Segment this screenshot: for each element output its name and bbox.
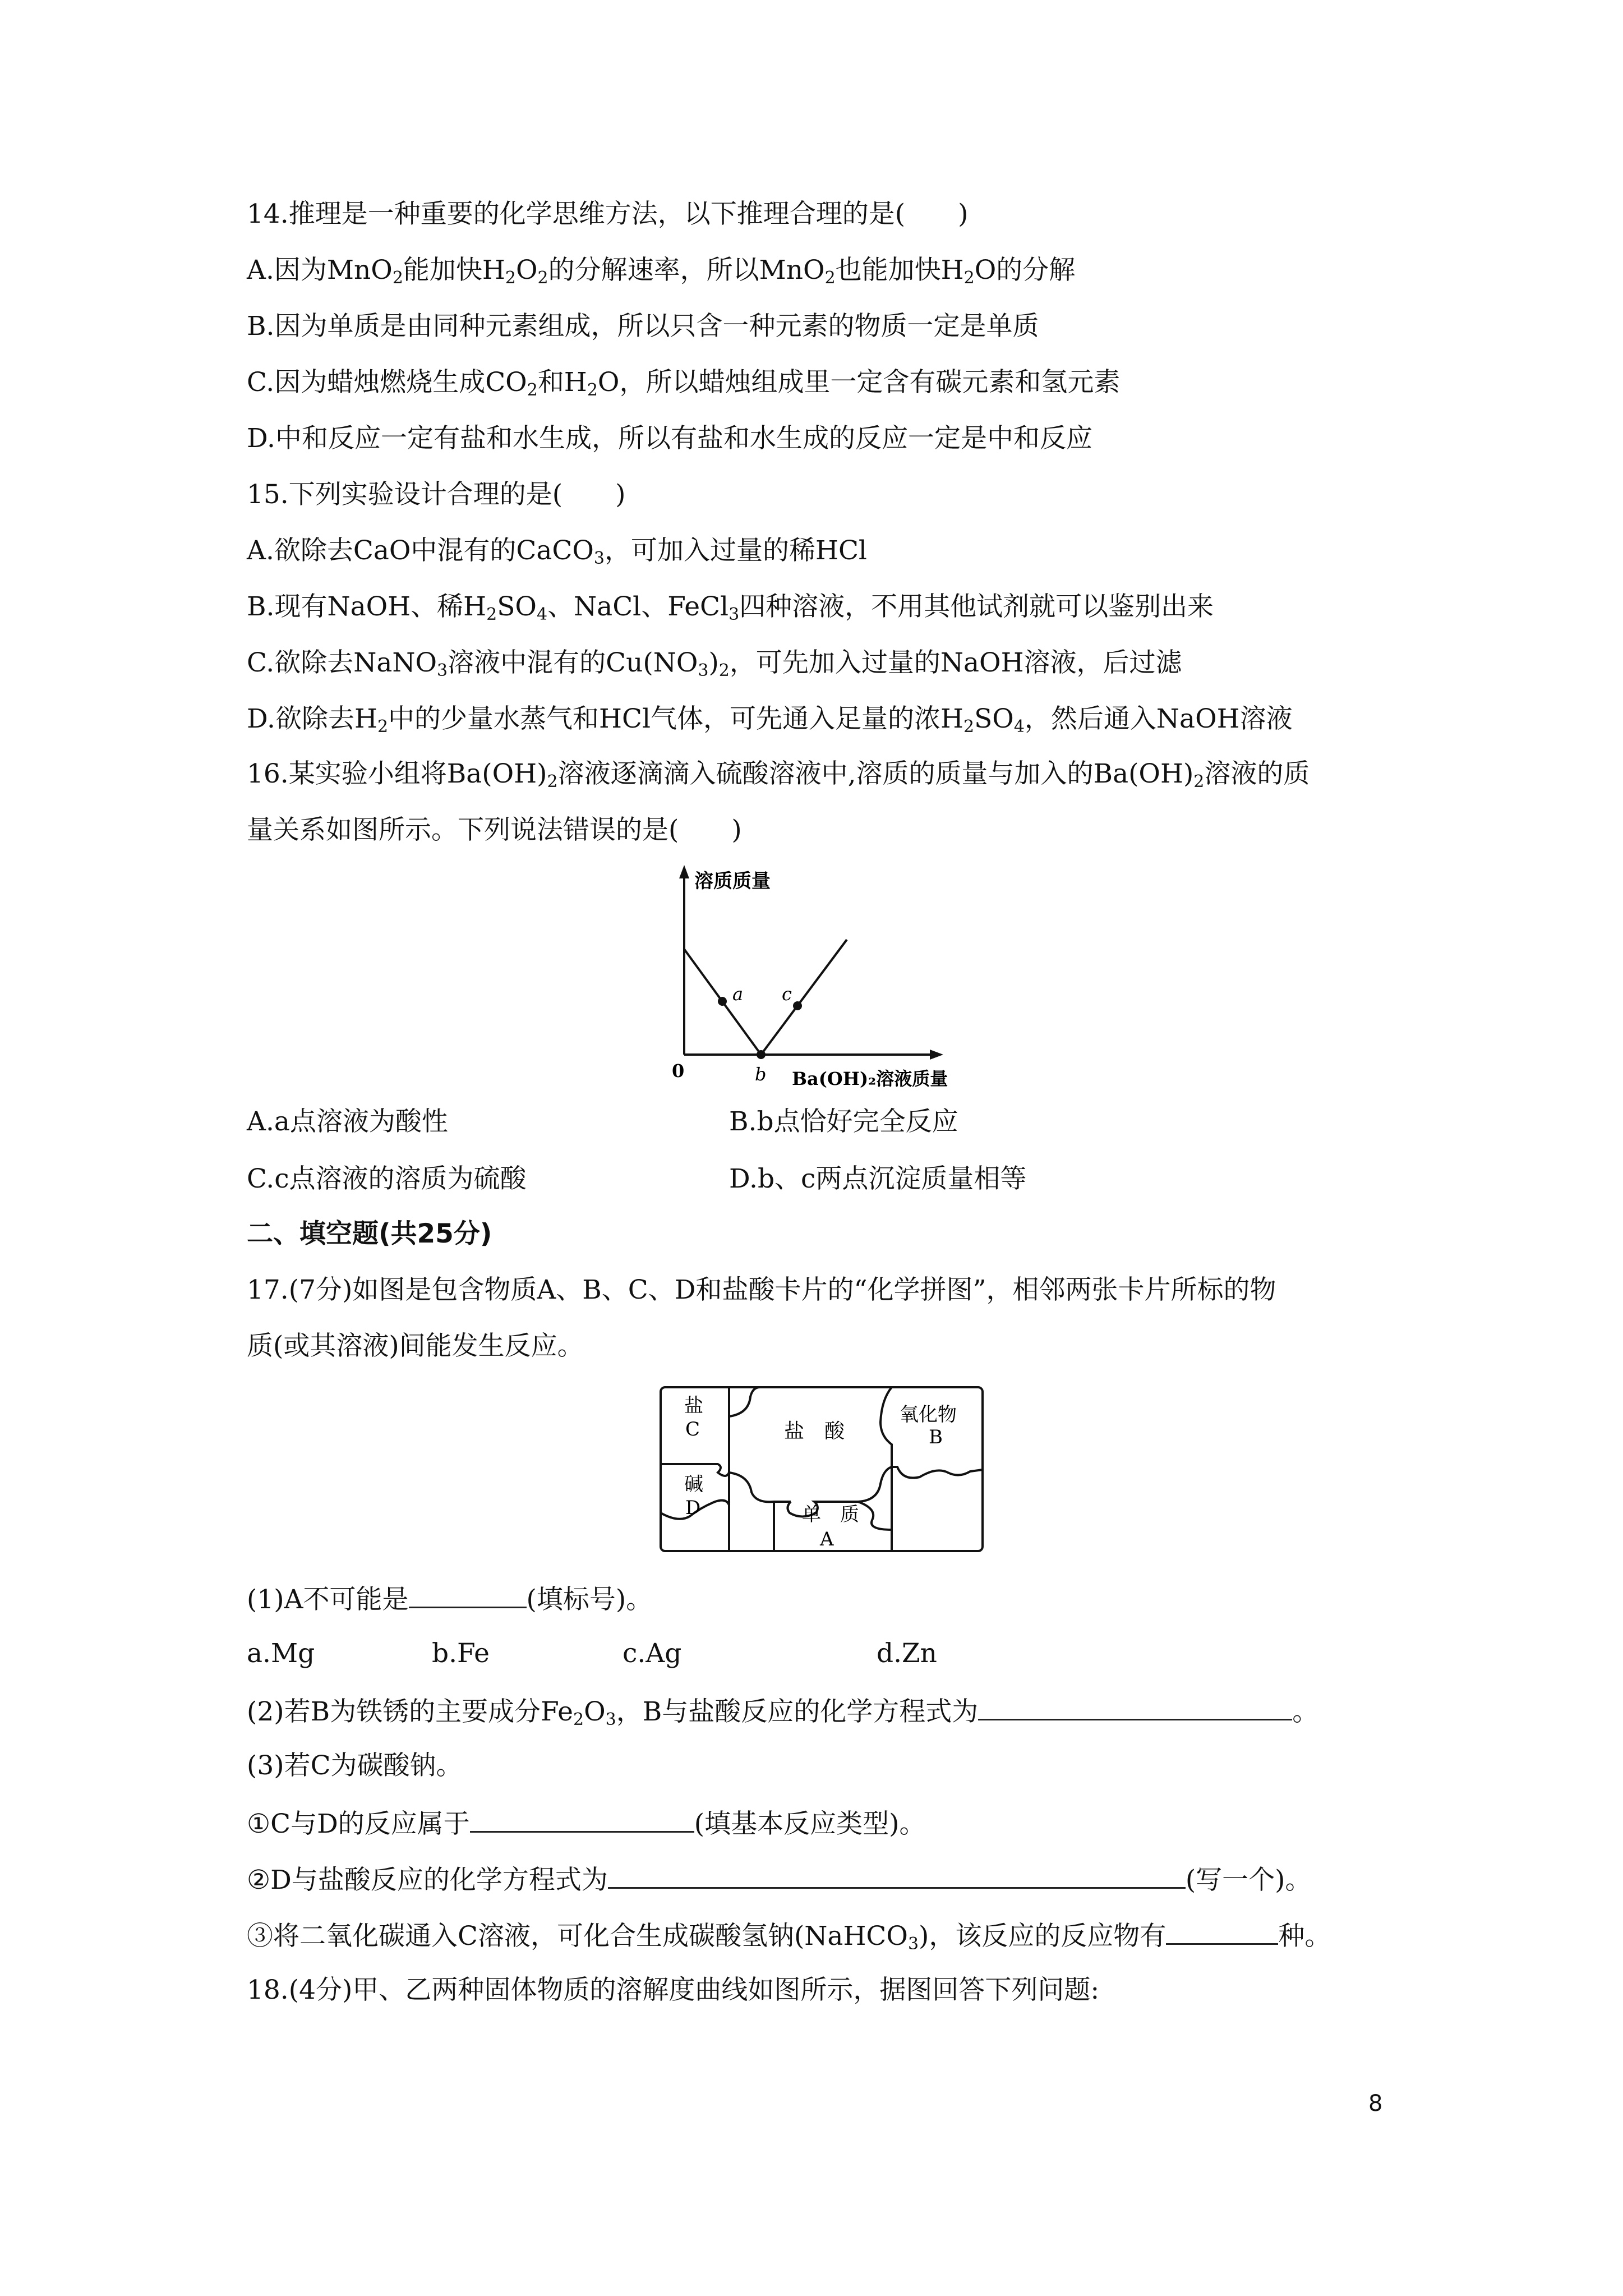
origin-label: 0 <box>672 1060 685 1082</box>
q18-stem: 18.(4分)甲、乙两种固体物质的溶解度曲线如图所示，据图回答下列问题: <box>247 1975 1100 2005</box>
q17-part3-1: ①C与D的反应属于 (填基本反应类型)。 <box>247 1805 925 1841</box>
q14-stem: 14.推理是一种重要的化学思维方法，以下推理合理的是( ) <box>247 199 969 229</box>
q15-option-d: D.欲除去$H_2$中的少量水蒸气和HCl气体，可先通入足量的浓$H_2SO_4$，然后通入NaOH溶液 <box>247 703 1293 737</box>
y-axis-arrow <box>679 865 689 878</box>
q15-option-b: B.现有NaOH、稀$H_2SO_4$、NaCl、FeCl$_3$四种溶液，不用其他试剂就可以鉴别出来 <box>247 591 1214 624</box>
element-label: 单 质 <box>802 1503 859 1526</box>
q17-option-a: a.Mg <box>247 1638 315 1669</box>
x-axis-arrow <box>930 1050 943 1060</box>
q17-part3-3: ③将二氧化碳通入C溶液，可化合生成碳酸氢钠(NaHCO$_3$)，该反应的反应物有 种。 <box>247 1917 1331 1953</box>
q17-stem-line2: 质(或其溶液)间能发生反应。 <box>247 1331 584 1361</box>
q15-stem: 15.下列实验设计合理的是( ) <box>247 479 626 510</box>
q15-option-c: C.欲除去NaNO$_3$溶液中混有的$Cu(NO_3)_2$，可先加入过量的NaOH溶液，后过滤 <box>247 647 1182 680</box>
a-label: A <box>820 1528 834 1550</box>
salt-label: 盐 <box>684 1395 703 1417</box>
y-axis-label: 溶质质量 <box>694 870 771 892</box>
solute-mass-curve <box>684 940 847 1055</box>
oxide-label: 氧化物 <box>900 1404 957 1426</box>
q14-option-d: D.中和反应一定有盐和水生成，所以有盐和水生成的反应一定是中和反应 <box>247 423 1092 454</box>
acid-label: 盐 酸 <box>784 1420 845 1443</box>
q17-part3: (3)若C为碳酸钠。 <box>247 1750 463 1781</box>
q17-stem-line1: 17.(7分)如图是包含物质A、B、C、D和盐酸卡片的“化学拼图”，相邻两张卡片所标的物 <box>247 1274 1276 1305</box>
point-b-label: b <box>755 1064 767 1085</box>
q17-puzzle-figure <box>656 1383 987 1557</box>
c-label: C <box>685 1418 700 1441</box>
q15-option-a: A.欲除去CaO中混有的CaCO$_3$，可加入过量的稀HCl <box>247 535 867 568</box>
q17-option-c: c.Ag <box>623 1638 682 1669</box>
q17-part2: (2)若B为铁锈的主要成分$Fe_2O_3$，B与盐酸反应的化学方程式为 。 <box>247 1693 1318 1729</box>
q16-option-c: C.c点溶液的溶质为硫酸 <box>247 1163 527 1194</box>
q16-graph <box>662 864 976 1088</box>
q14-option-c: C.因为蜡烛燃烧生成$CO_2$和$H_2O$，所以蜡烛组成里一定含有碳元素和氢元素 <box>247 367 1121 400</box>
q14-option-b: B.因为单质是由同种元素组成，所以只含一种元素的物质一定是单质 <box>247 311 1039 342</box>
element-tab <box>858 1502 892 1530</box>
acid-bottom-left-edge <box>729 1473 791 1502</box>
x-axis-label: Ba(OH)₂溶液质量 <box>792 1068 948 1088</box>
b-label: B <box>929 1426 943 1448</box>
point-a <box>718 997 727 1006</box>
q16-option-b: B.b点恰好完全反应 <box>729 1106 958 1137</box>
answer-blank-2[interactable] <box>978 1693 1292 1720</box>
acid-right-edge <box>858 1387 892 1502</box>
answer-blank-5[interactable] <box>1166 1917 1278 1945</box>
base-label: 碱 <box>684 1473 703 1496</box>
section-title: 二、填空题(共25分) <box>247 1218 492 1249</box>
answer-blank-4[interactable] <box>608 1861 1186 1889</box>
q16-stem-line2: 量关系如图所示。下列说法错误的是( ) <box>247 815 742 845</box>
q17-option-b: b.Fe <box>432 1638 490 1669</box>
oxide-bottom-edge <box>892 1467 983 1478</box>
q17-part1: (1)A不可能是 (填标号)。 <box>247 1581 652 1617</box>
answer-blank-1[interactable] <box>409 1581 527 1608</box>
q17-part3-2: ②D与盐酸反应的化学方程式为 (写一个)。 <box>247 1861 1312 1897</box>
point-c <box>793 1001 802 1010</box>
answer-blank-3[interactable] <box>470 1805 694 1833</box>
point-b <box>757 1050 766 1059</box>
point-a-label: a <box>732 983 744 1005</box>
point-c-label: c <box>782 983 792 1005</box>
q16-option-a: A.a点溶液为酸性 <box>247 1106 448 1137</box>
q14-option-a: A.因为MnO$_2$能加快$H_2O_2$的分解速率，所以MnO$_2$也能加快$H_2O$的分解 <box>247 255 1076 288</box>
acid-top-left-edge <box>729 1387 760 1416</box>
q16-stem-line1: 16.某实验小组将$Ba(OH)_2$溶液逐滴滴入硫酸溶液中,溶质的质量与加入的$Ba(OH)_2$溶液的质 <box>247 758 1310 792</box>
d-label: D <box>685 1497 701 1519</box>
page-number: 8 <box>1368 2091 1383 2116</box>
q16-option-d: D.b、c两点沉淀质量相等 <box>729 1163 1027 1194</box>
q17-option-d: d.Zn <box>877 1638 937 1669</box>
